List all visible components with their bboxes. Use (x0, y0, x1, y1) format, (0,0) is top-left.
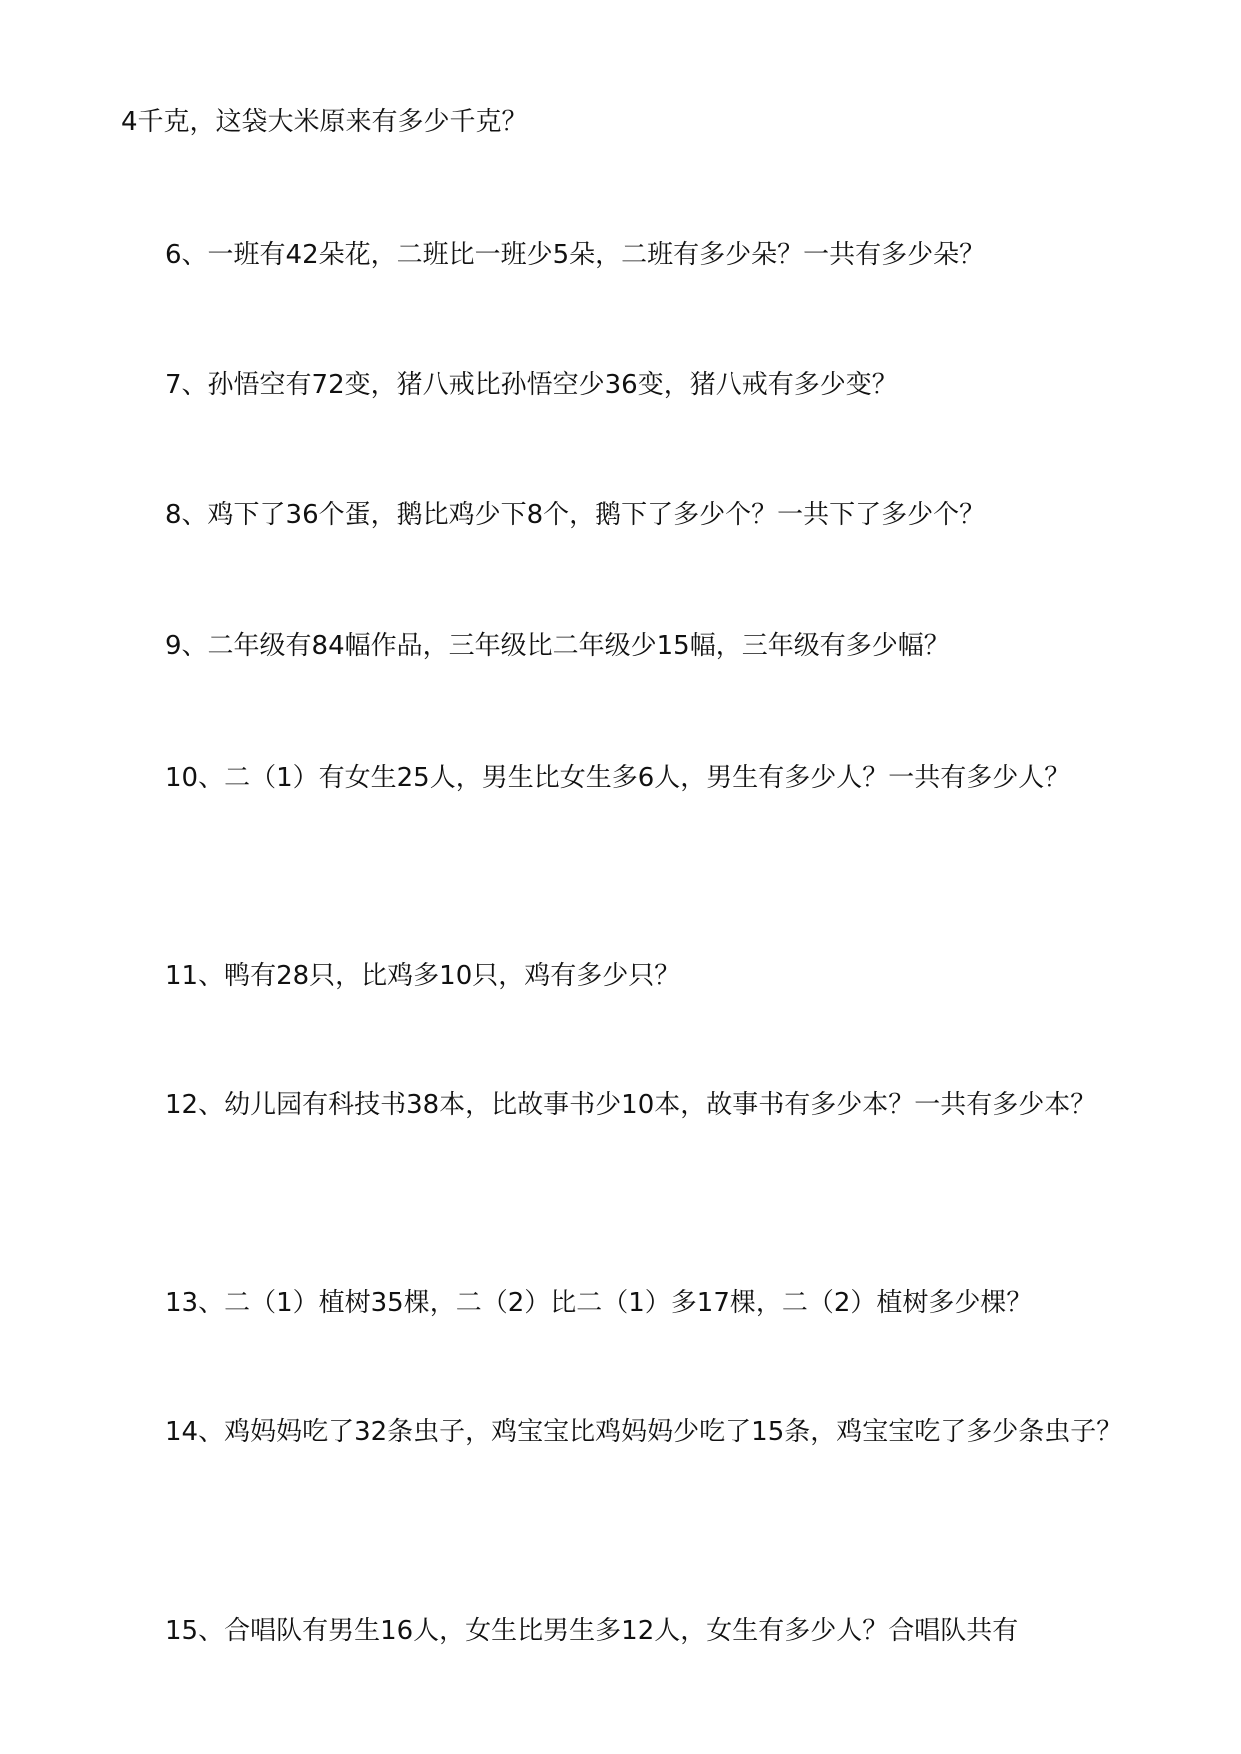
problem-15: 15、合唱队有男生16人，女生比男生多12人，女生有多少人？合唱队共有 (165, 1616, 1019, 1646)
problem-9: 9、二年级有84幅作品，三年级比二年级少15幅，三年级有多少幅？ (165, 631, 950, 661)
problem-8: 8、鸡下了36个蛋，鹅比鸡少下8个，鹅下了多少个？一共下了多少个？ (165, 500, 986, 530)
problem-6: 6、一班有42朵花，二班比一班少5朵，二班有多少朵？一共有多少朵？ (165, 240, 986, 270)
problem-14: 14、鸡妈妈吃了32条虫子，鸡宝宝比鸡妈妈少吃了15条，鸡宝宝吃了多少条虫子？ (165, 1417, 1123, 1447)
problem-5-continuation: 4千克，这袋大米原来有多少千克？ (121, 107, 528, 137)
problem-10: 10、二（1）有女生25人，男生比女生多6人，男生有多少人？一共有多少人？ (165, 763, 1071, 793)
problem-7: 7、孙悟空有72变，猪八戒比孙悟空少36变，猪八戒有多少变？ (165, 370, 898, 400)
problem-11: 11、鸭有28只，比鸡多10只，鸡有多少只？ (165, 961, 681, 991)
problem-13: 13、二（1）植树35棵，二（2）比二（1）多17棵，二（2）植树多少棵？ (165, 1288, 1033, 1318)
problem-12: 12、幼儿园有科技书38本，比故事书少10本，故事书有多少本？一共有多少本？ (165, 1090, 1097, 1120)
